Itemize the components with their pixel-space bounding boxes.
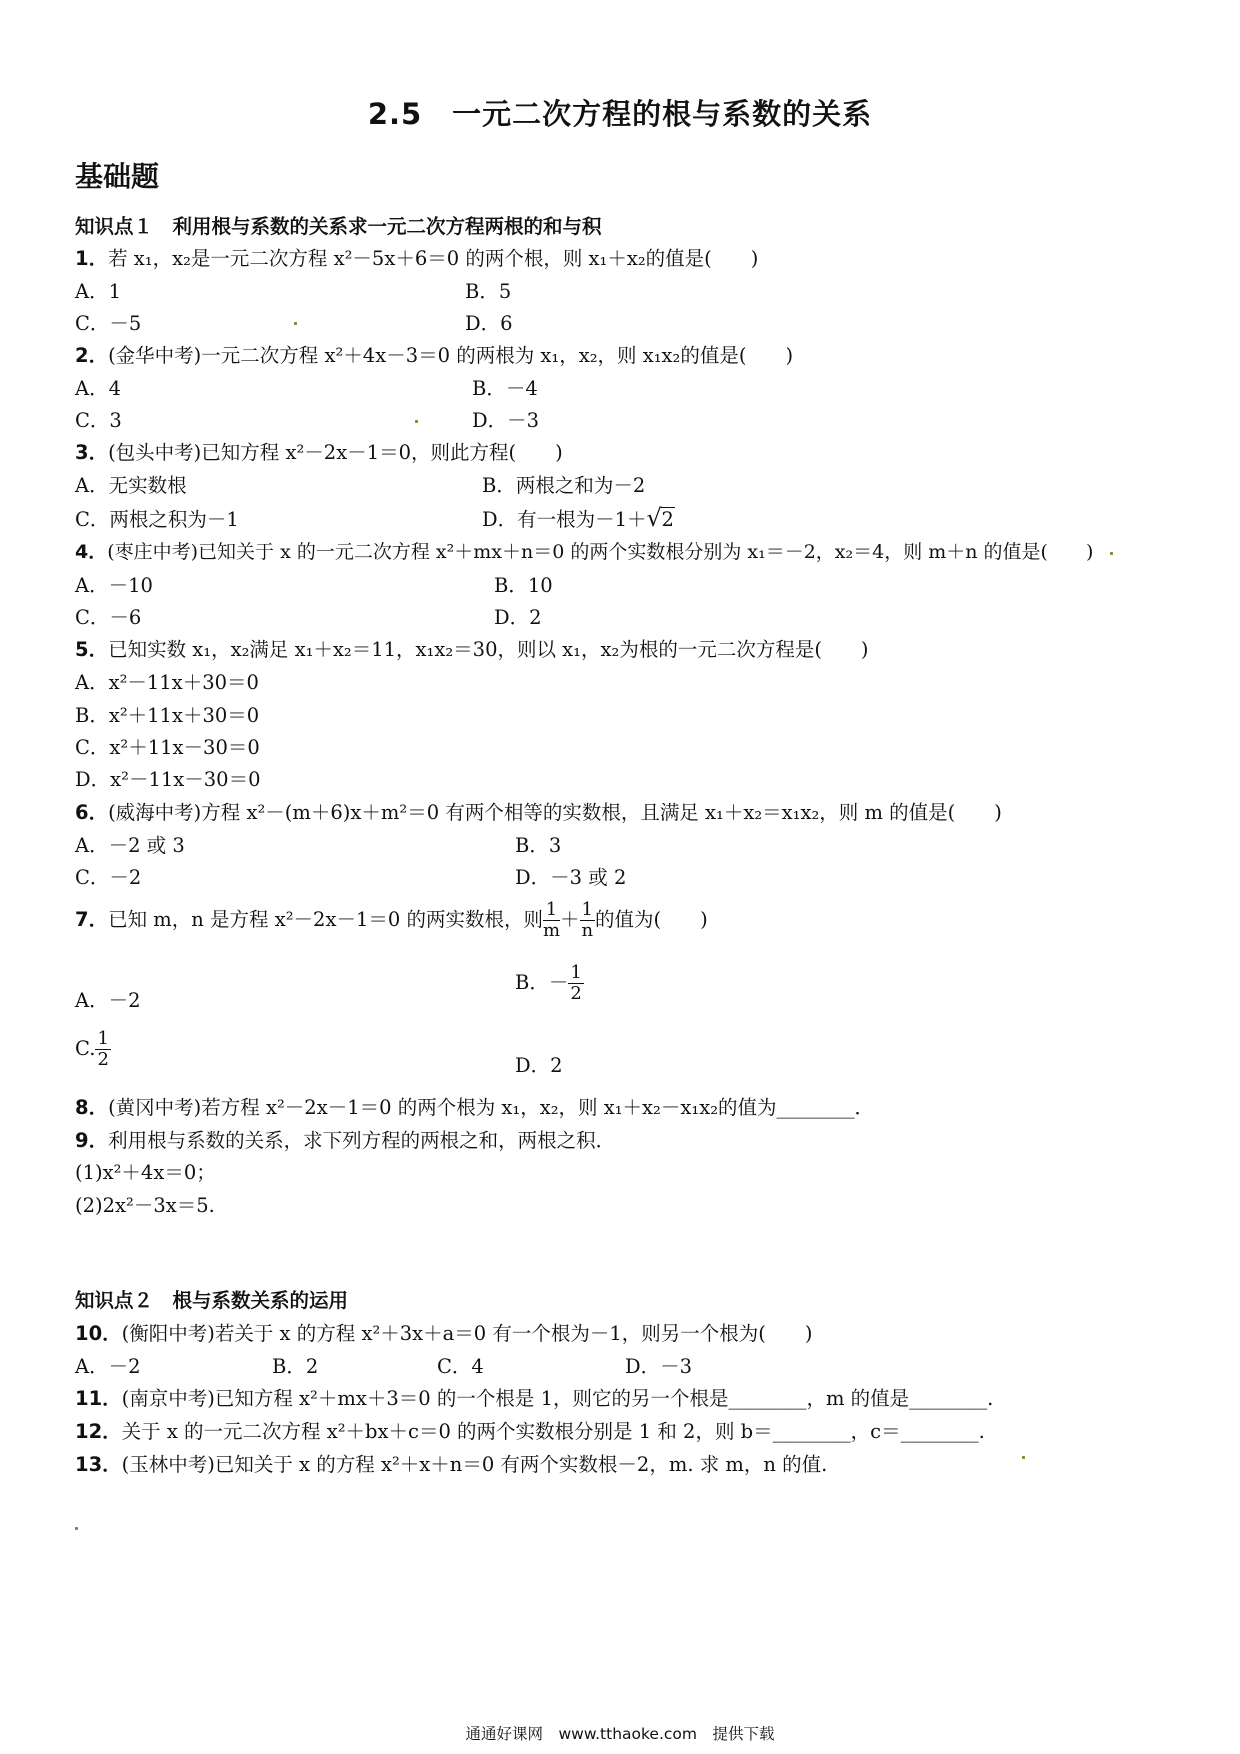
option-c: C．x²＋11x－30＝0	[75, 736, 260, 759]
scan-speck	[1022, 1456, 1025, 1459]
sub-question-2: (2)2x²－3x＝5.	[75, 1194, 215, 1217]
denominator: 2	[570, 983, 582, 1004]
question-number: 2．	[75, 344, 109, 367]
sub-question-1: (1)x²＋4x＝0；	[75, 1161, 216, 1184]
question-text-end: 的值为( )	[595, 908, 708, 931]
question-2	[75, 340, 793, 368]
option-d: D．－3	[625, 1355, 693, 1378]
knowledge-point-1: 知识点１ 利用根与系数的关系求一元二次方程两根的和与积	[75, 215, 602, 238]
question-number: 7．	[75, 908, 109, 931]
option-d: D．6	[465, 312, 513, 335]
option-text: D．有一根为－1＋	[482, 508, 647, 531]
option-text: C.	[75, 1037, 96, 1060]
question-text: (南京中考)已知方程 x²＋mx＋3＝0 的一个根是 1，则它的另一个根是________，m 的值是________.	[121, 1387, 994, 1410]
numerator: 1	[97, 1028, 109, 1049]
fraction-1-over-m	[543, 901, 560, 940]
question-8	[75, 1092, 874, 1120]
denominator: 2	[97, 1049, 109, 1070]
question-11	[75, 1383, 993, 1411]
scan-speck	[415, 420, 418, 423]
question-number: 11．	[75, 1387, 122, 1410]
option-c: C．3	[75, 409, 122, 432]
option-d: D．2	[515, 1054, 563, 1077]
question-text: 利用根与系数的关系，求下列方程的两根之和，两根之积．	[108, 1129, 616, 1152]
page-title: 2.5 一元二次方程的根与系数的关系	[367, 97, 873, 131]
option-b: B．x²＋11x＋30＝0	[75, 704, 260, 727]
question-number: 13．	[75, 1453, 122, 1476]
question-number: 1．	[75, 247, 109, 270]
question-text: 已知实数 x₁，x₂满足 x₁＋x₂＝11，x₁x₂＝30，则以 x₁，x₂为根的一元二次方程是( )	[108, 638, 869, 661]
option-d: D．x²－11x－30＝0	[75, 768, 261, 791]
option-d: D．－3	[472, 409, 540, 432]
question-3	[75, 437, 563, 465]
plus-sign: ＋	[560, 908, 580, 931]
option-b: B．3	[515, 834, 562, 857]
question-number: 8．	[75, 1096, 109, 1119]
question-number: 9．	[75, 1129, 109, 1152]
question-number: 5．	[75, 638, 109, 661]
option-c: C．－2	[75, 866, 142, 889]
option-d	[482, 504, 675, 532]
option-d: D．－3 或 2	[515, 866, 627, 889]
numerator: 1	[581, 899, 593, 920]
question-text: 若 x₁，x₂是一元二次方程 x²－5x＋6＝0 的两个根，则 x₁＋x₂的值是( )	[108, 247, 759, 270]
scan-speck	[294, 322, 297, 325]
option-c	[75, 1030, 111, 1069]
question-7	[75, 901, 708, 940]
denominator: m	[542, 920, 561, 941]
option-b: B．两根之和为－2	[482, 474, 646, 497]
question-10	[75, 1318, 813, 1346]
fraction-one-half	[568, 964, 583, 1003]
option-b: B．10	[494, 574, 553, 597]
question-6	[75, 797, 1002, 825]
question-text: (枣庄中考)已知关于 x 的一元二次方程 x²＋mx＋n＝0 的两个实数根分别为 x₁＝－2，x₂＝4，则 m＋n 的值是( )	[107, 541, 1094, 563]
option-c: C．4	[437, 1355, 484, 1378]
option-a: A．无实数根	[75, 474, 187, 497]
option-c: C．两根之积为－1	[75, 508, 239, 531]
option-d: D．2	[494, 606, 542, 629]
option-b	[515, 964, 584, 1003]
option-a: A．－2 或 3	[75, 834, 185, 857]
question-13	[75, 1449, 827, 1477]
question-number: 10．	[75, 1322, 122, 1345]
fraction-1-over-n	[580, 901, 595, 940]
option-a: A．－10	[75, 574, 153, 597]
question-12	[75, 1416, 985, 1444]
numerator: 1	[570, 962, 582, 983]
question-text: (威海中考)方程 x²－(m＋6)x＋m²＝0 有两个相等的实数根，且满足 x₁＋x₂＝x₁x₂，则 m 的值是( )	[108, 801, 1002, 824]
question-5	[75, 634, 869, 662]
option-a: A．－2	[75, 1355, 141, 1378]
question-4	[75, 537, 1093, 564]
question-text: (衡阳中考)若关于 x 的方程 x²＋3x＋a＝0 有一个根为－1，则另一个根为( )	[121, 1322, 813, 1345]
knowledge-point-2: 知识点２ 根与系数关系的运用	[75, 1289, 349, 1312]
option-a: A．－2	[75, 989, 141, 1012]
fraction-one-half	[95, 1030, 110, 1069]
question-9	[75, 1125, 615, 1153]
option-b: B．2	[272, 1355, 319, 1378]
option-b: B．5	[465, 280, 512, 303]
footer-credit: 通通好课网 www.tthaoke.com 提供下载	[465, 1725, 775, 1743]
question-number: 12．	[75, 1420, 122, 1443]
question-text: 关于 x 的一元二次方程 x²＋bx＋c＝0 的两个实数根分别是 1 和 2，则 b＝________，c＝________.	[121, 1420, 985, 1443]
question-text: (玉林中考)已知关于 x 的方程 x²＋x＋n＝0 有两个实数根－2，m. 求 m，n 的值.	[121, 1453, 828, 1476]
option-a: A．x²－11x＋30＝0	[75, 671, 259, 694]
scan-speck	[75, 1527, 78, 1530]
option-a: A．1	[75, 280, 121, 303]
question-text: 已知 m，n 是方程 x²－2x－1＝0 的两实数根，则	[108, 908, 543, 931]
question-number: 4．	[75, 541, 108, 563]
sqrt-argument: 2	[661, 508, 674, 531]
question-number: 6．	[75, 801, 109, 824]
denominator: n	[581, 920, 594, 941]
question-text: (包头中考)已知方程 x²－2x－1＝0，则此方程( )	[108, 441, 563, 464]
option-c: C．－6	[75, 606, 142, 629]
question-text: (金华中考)一元二次方程 x²＋4x－3＝0 的两根为 x₁，x₂，则 x₁x₂的值是( )	[108, 344, 794, 367]
sqrt-expression	[647, 508, 675, 531]
question-text: (黄冈中考)若方程 x²－2x－1＝0 的两个根为 x₁，x₂，则 x₁＋x₂－x₁x₂的值为________．	[108, 1096, 875, 1119]
option-text: B．－	[515, 971, 569, 994]
section-heading: 基础题	[75, 160, 160, 193]
option-b: B．－4	[472, 377, 538, 400]
question-1	[75, 243, 758, 271]
question-number: 3．	[75, 441, 109, 464]
option-a: A．4	[75, 377, 121, 400]
numerator: 1	[543, 901, 560, 921]
option-c: C．－5	[75, 312, 142, 335]
scan-speck	[1110, 552, 1113, 555]
